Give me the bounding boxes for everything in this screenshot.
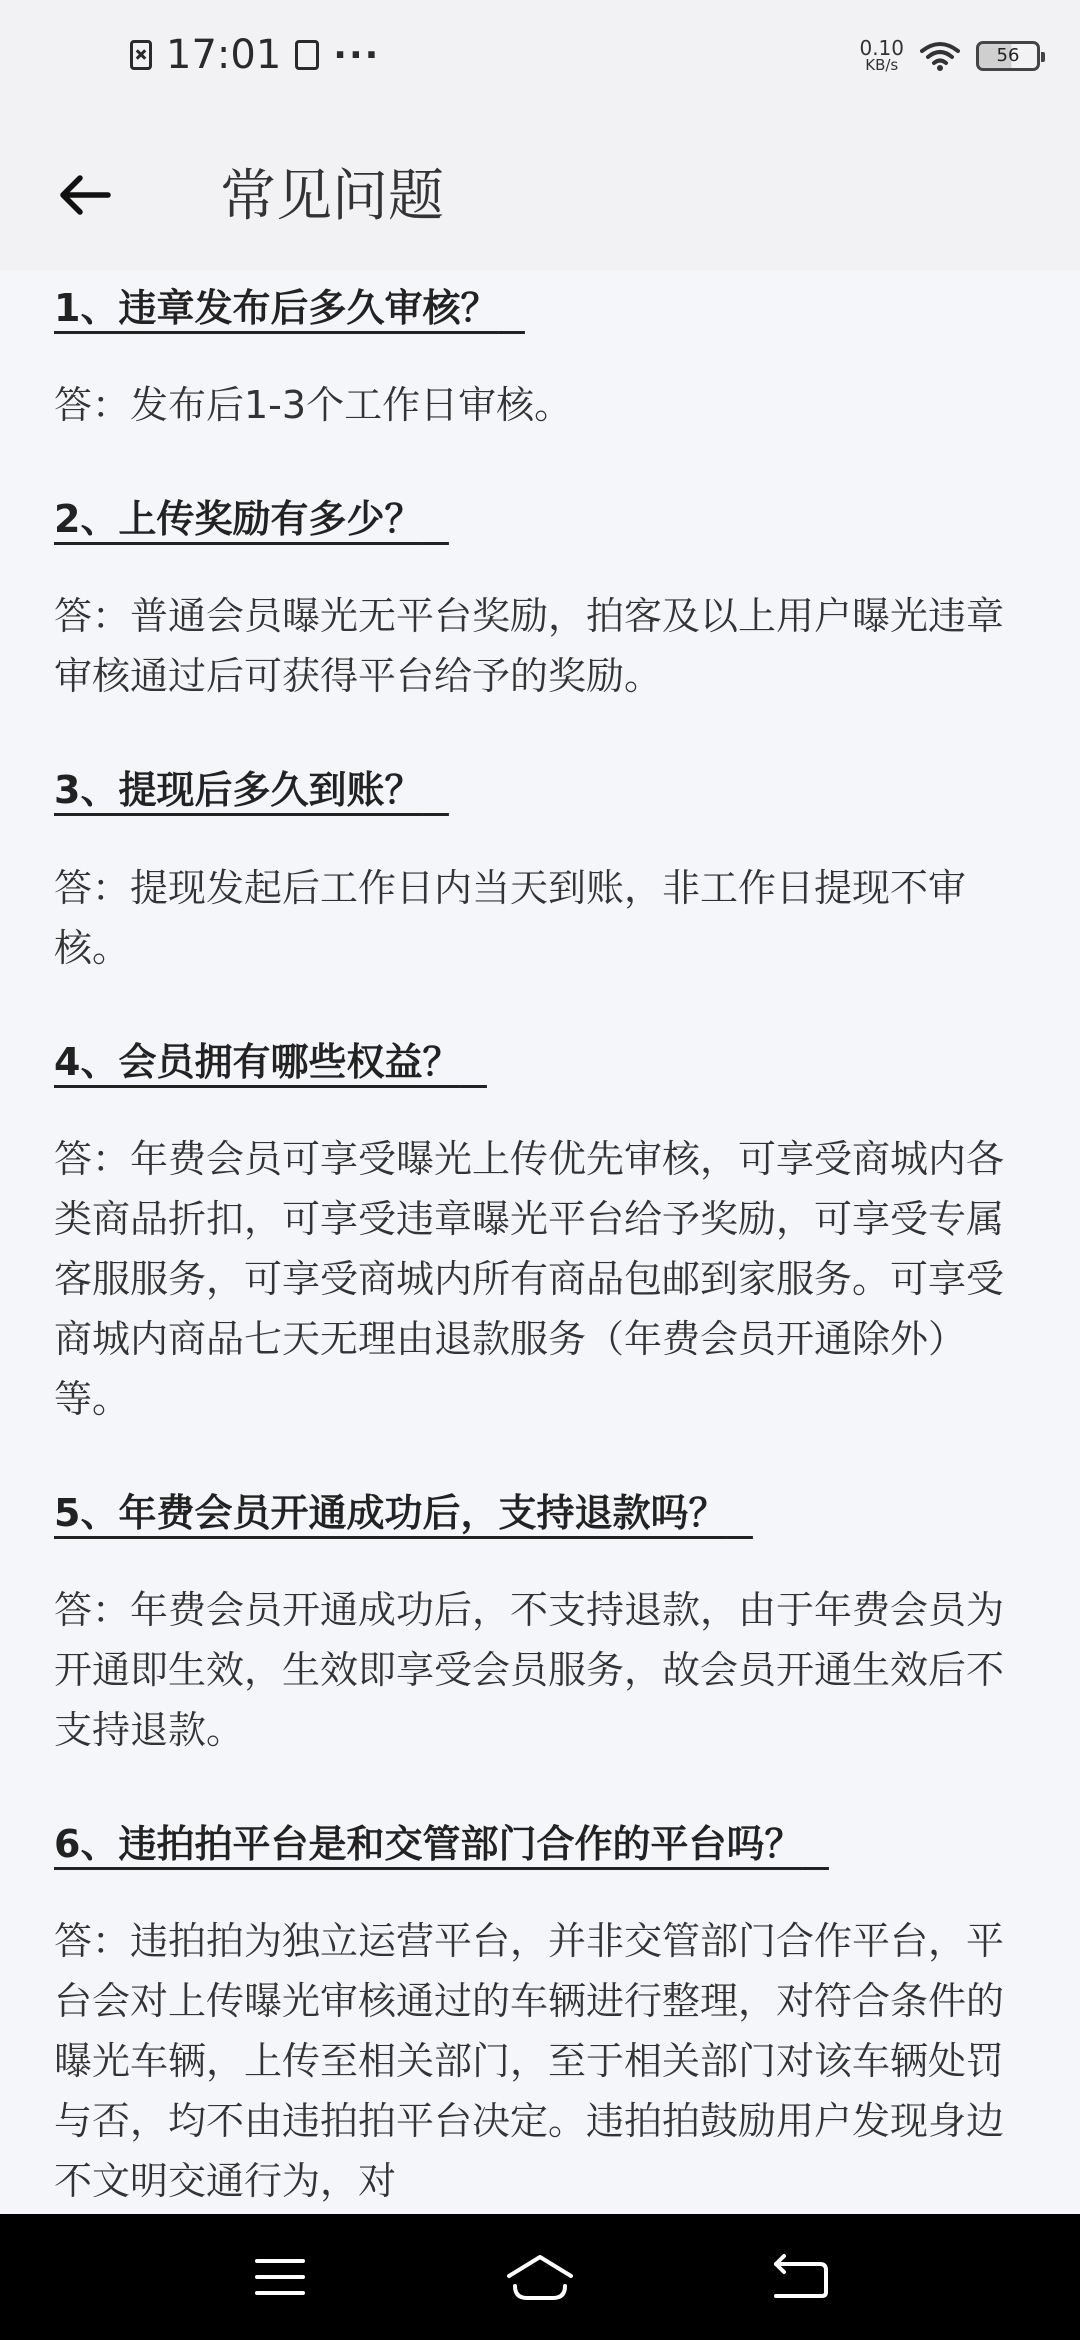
faq-item [54, 270, 1014, 435]
faq-item [54, 1024, 1014, 1429]
status-time: 17:01 [166, 32, 282, 78]
faq-answer: 答：提现发起后工作日内当天到账，非工作日提现不审核。 [54, 865, 967, 970]
notification-icon [295, 40, 319, 70]
back-button[interactable] [50, 160, 120, 230]
battery-icon: 56 [976, 41, 1040, 71]
faq-item [54, 481, 1014, 706]
network-speed [859, 38, 904, 73]
status-bar [0, 0, 1080, 120]
wifi-icon [920, 41, 960, 71]
faq-question: 2、上传奖励有多少？ [54, 497, 423, 542]
faq-question: 4、会员拥有哪些权益？ [54, 1039, 461, 1084]
faq-answer: 答：年费会员可享受曝光上传优先审核，可享受商城内各类商品折扣，可享受违章曝光平台给予奖励，可享受专属客服服务，可享受商城内所有商品包邮到家服务。可享受商城内商品七天无理由退款服务（年费会员开通除外）等。 [54, 1136, 1005, 1421]
back-arrow-icon [58, 173, 112, 217]
faq-answer: 答：违拍拍为独立运营平台，并非交管部门合作平台，平台会对上传曝光审核通过的车辆进行整理，对符合条件的曝光车辆，上传至相关部门，至于相关部门对该车辆处罚与否，均不由违拍拍平台决定。违拍拍鼓励用户发现身边不文明交通行为，对 [54, 1919, 1005, 2204]
no-sim-icon [130, 40, 152, 70]
home-button[interactable] [500, 2237, 580, 2317]
faq-list [54, 270, 1014, 2257]
faq-item [54, 1806, 1014, 2211]
network-speed-unit: KB/s [865, 56, 899, 74]
faq-answer: 答：普通会员曝光无平台奖励，拍客及以上用户曝光违章审核通过后可获得平台给予的奖励。 [54, 594, 1005, 699]
faq-item [54, 752, 1014, 977]
faq-question: 3、提现后多久到账？ [54, 768, 423, 813]
menu-button[interactable] [240, 2237, 320, 2317]
menu-icon [253, 2255, 307, 2299]
navigation-bar [0, 2214, 1080, 2340]
app-bar [0, 120, 1080, 270]
faq-question: 5、年费会员开通成功后，支持退款吗？ [54, 1490, 727, 1535]
status-right [859, 38, 1040, 73]
faq-answer: 答：年费会员开通成功后，不支持退款，由于年费会员为开通即生效，生效即享受会员服务，故会员开通生效后不支持退款。 [54, 1587, 1005, 1752]
home-icon [505, 2252, 575, 2302]
faq-item [54, 1475, 1014, 1760]
faq-question: 6、违拍拍平台是和交管部门合作的平台吗？ [54, 1821, 803, 1866]
more-notifications-icon: ··· [333, 34, 381, 76]
network-speed-value: 0.10 [859, 36, 904, 60]
faq-answer: 答：发布后1-3个工作日审核。 [54, 383, 573, 428]
status-left [130, 32, 380, 78]
return-icon [770, 2254, 830, 2300]
return-button[interactable] [760, 2237, 840, 2317]
faq-question: 1、违章发布后多久审核？ [54, 286, 499, 330]
page-title: 常见问题 [220, 164, 444, 229]
